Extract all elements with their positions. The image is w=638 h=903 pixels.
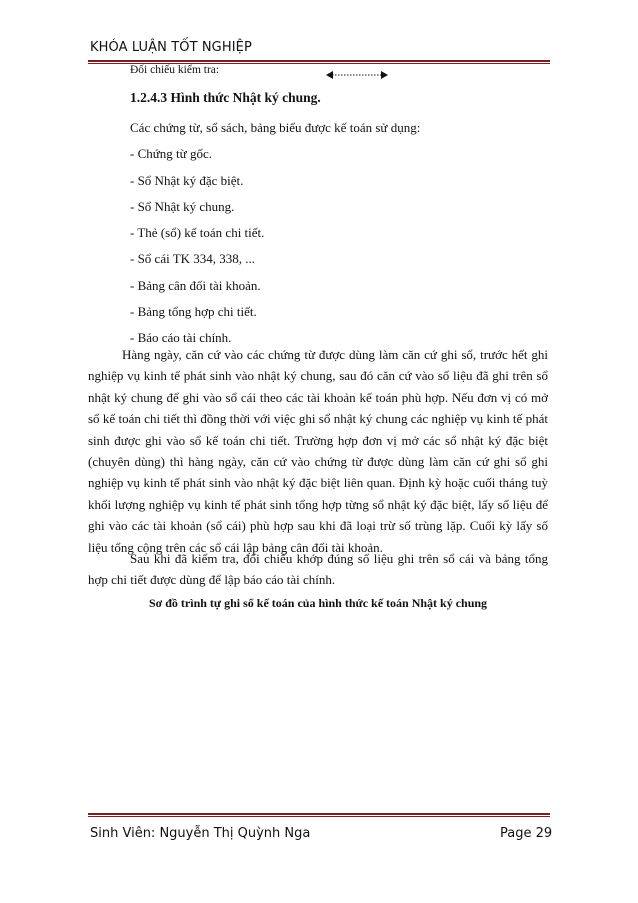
double-arrow-icon: [326, 68, 388, 82]
header-rule: [88, 60, 550, 62]
list-item: - Thẻ (sổ) kế toán chi tiết.: [130, 225, 265, 241]
list-item: Các chứng từ, sổ sách, bảng biểu được kế toán sử dụng:: [130, 120, 421, 135]
footer-rule-thin: [88, 816, 550, 817]
list-item: - Sổ cái TK 334, 338, ...: [130, 251, 256, 267]
body-paragraph: Hàng ngày, căn cứ vào các chứng từ được dùng làm căn cứ ghi sổ, trước hết ghi nghiệp vụ kinh tế phát sinh vào nhật ký chung, sau đó căn cứ vào số liệu đã ghi trên sổ nhật ký chung để ghi vào sổ cái theo các tài khoản kế toán phù hợp. Nếu đơn vị có mở sổ kế toán chi tiết thì đồng thời với việc ghi sổ nhật ký chung các nghiệp vụ kinh tế phát sinh được ghi vào sổ kế toán chi tiết. Trường hợp đơn vị mở các sổ nhật ký đặc biệt (chuyên dùng) thì hàng ngày, căn cứ vào chứng từ được dùng làm căn cứ ghi sổ ghi nghiệp vụ kinh tế phát sinh vào nhật ký đặc biệt liên quan. Định kỳ hoặc cuối tháng tuỳ khối lượng nghiệp vụ kinh tế phát sinh tổng hợp từng sổ nhật ký đặc biệt, lấy số liệu để ghi vào các tài khoản (sổ cái) phù hợp sau khi đã loại trừ số trùng lặp. Cuối kỳ lấy số liệu tổng cộng trên các sổ cái lập bảng cân đối tài khoản.: [88, 347, 548, 555]
list-item: - Chứng từ gốc.: [130, 146, 212, 162]
footer-author: Sinh Viên: Nguyễn Thị Quỳnh Nga: [90, 826, 311, 841]
footer-rule: [88, 813, 550, 815]
document-list: [130, 119, 420, 356]
list-item: - Báo cáo tài chính.: [130, 330, 232, 346]
diagram-title: Sơ đồ trình tự ghi sổ kế toán của hình thức kế toán Nhật ký chung: [148, 596, 488, 610]
list-item: - Bảng tổng hợp chi tiết.: [130, 304, 257, 320]
body-paragraph: Sau khi đã kiểm tra, đối chiếu khớp đúng số liệu ghi trên sổ cái và bảng tổng hợp chi tiết được dùng để lập báo cáo tài chính.: [88, 551, 548, 588]
header-title: KHÓA LUẬN TỐT NGHIỆP: [90, 40, 252, 55]
page-number: Page 29: [500, 826, 553, 841]
list-item: - Sổ Nhật ký chung.: [130, 198, 235, 214]
list-item: - Bảng cân đối tài khoản.: [130, 277, 261, 293]
list-item: - Sổ Nhật ký đặc biệt.: [130, 172, 244, 188]
section-heading: 1.2.4.3 Hình thức Nhật ký chung.: [130, 90, 321, 105]
legend-note: Đối chiếu kiểm tra:: [130, 64, 220, 76]
